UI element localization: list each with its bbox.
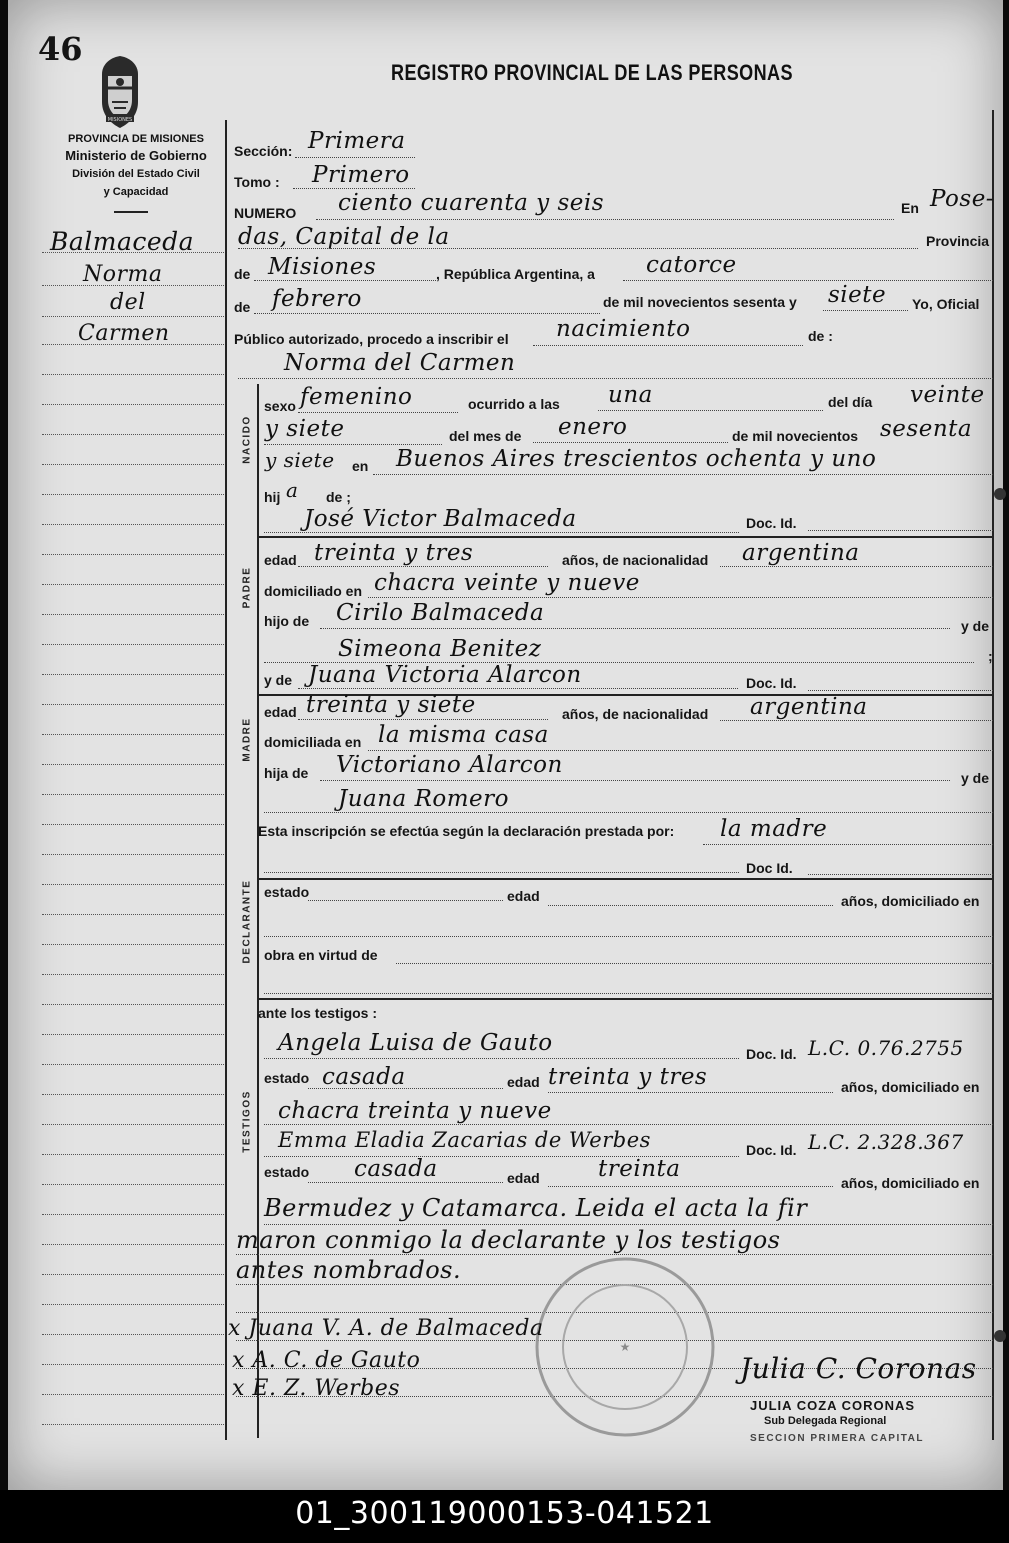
signature-official: Julia C. Coronas: [740, 1352, 977, 1385]
value-cierre2: antes nombrados.: [236, 1256, 462, 1284]
side-label-madre: MADRE: [241, 717, 253, 762]
label-decl-edad: edad: [507, 888, 540, 904]
label-madre-edad: edad: [264, 704, 297, 720]
label-de-mil-nov: de mil novecientos: [732, 428, 859, 444]
label-testigo2-estado: estado: [264, 1164, 310, 1180]
value-provincia: Misiones: [268, 254, 377, 280]
margin-name1: Norma: [83, 262, 163, 287]
label-yo-oficial: Yo, Oficial: [912, 296, 980, 312]
label-testigo2-doc: Doc. Id.: [746, 1142, 797, 1158]
label-inscripcion: Esta inscripción se efectúa según la declaración prestada por:: [258, 823, 675, 839]
value-testigo1-doc: L.C. 0.76.2755: [808, 1036, 964, 1060]
side-label-nacido: NACIDO: [241, 415, 253, 464]
label-de-mil: de mil novecientos sesenta y: [603, 294, 797, 310]
label-declarante-doc: Doc Id.: [746, 860, 793, 876]
label-ocurrido: ocurrido a las: [468, 396, 560, 412]
value-seccion: Primera: [308, 128, 406, 154]
value-dia-nac2: y siete: [265, 416, 345, 442]
header-province: PROVINCIA DE MISIONES: [68, 133, 204, 145]
margin-name3: Carmen: [78, 321, 170, 346]
value-anio-nac2: y siete: [265, 448, 335, 472]
value-testigo1-edad: treinta y tres: [548, 1064, 708, 1090]
label-de-2: de: [234, 299, 251, 315]
value-en-place1: Pose-: [930, 186, 995, 212]
label-testigo2-edad: edad: [507, 1170, 540, 1186]
page-number: 46: [38, 30, 83, 68]
label-madre-dom: domiciliada en: [264, 734, 362, 750]
label-padre-nac: años, de nacionalidad: [562, 552, 709, 568]
image-identifier: 01_300119000153-041521: [295, 1496, 714, 1531]
label-madre-y-de2: y de: [961, 770, 990, 786]
label-testigo1-estado: estado: [264, 1070, 310, 1086]
value-testigo2: Emma Eladia Zacarias de Werbes: [278, 1128, 651, 1152]
label-padre-edad: edad: [264, 552, 297, 568]
value-padre-edad: treinta y tres: [314, 540, 474, 566]
label-de-1: de: [234, 266, 251, 282]
label-numero: NUMERO: [234, 205, 297, 221]
label-sexo: sexo: [264, 398, 296, 414]
header-capacity: y Capacidad: [103, 186, 169, 198]
value-nombre: Norma del Carmen: [284, 350, 516, 376]
stamp-official-section: SECCION PRIMERA CAPITAL: [750, 1433, 924, 1444]
value-hora: una: [608, 382, 653, 408]
value-tomo: Primero: [312, 162, 410, 188]
value-testigo1-dom: chacra treinta y nueve: [278, 1098, 552, 1124]
signature-witness1: x A. C. de Gauto: [232, 1348, 421, 1373]
value-padre-dom: chacra veinte y nueve: [374, 570, 640, 596]
label-en-lugar: en: [352, 458, 369, 474]
value-cierre1: maron conmigo la declarante y los testigos: [236, 1226, 781, 1254]
label-hij-de: de ;: [326, 489, 351, 505]
coat-of-arms-icon: [90, 52, 150, 132]
label-padre-hijo-de: hijo de: [264, 613, 310, 629]
value-declarante: la madre: [720, 816, 828, 842]
label-testigo1-anios-dom: años, domiciliado en: [841, 1079, 980, 1095]
value-acto: nacimiento: [556, 316, 691, 342]
official-stamp-seal: [530, 1252, 720, 1442]
value-en-place2: das, Capital de la: [238, 224, 450, 250]
value-dia-nac: veinte: [910, 382, 985, 408]
label-decl-estado: estado: [264, 884, 310, 900]
side-label-declarante: DECLARANTE: [241, 879, 253, 964]
header-division: División del Estado Civil: [72, 168, 200, 180]
value-padre-hijo-de: Cirilo Balmaceda: [336, 600, 545, 626]
registry-page: [8, 0, 1003, 1490]
value-madre-hija-de: Victoriano Alarcon: [336, 752, 563, 778]
label-padre-y-de: y de: [961, 618, 990, 634]
svg-text:★: ★: [619, 1340, 631, 1354]
label-del-mes: del mes de: [449, 428, 522, 444]
label-tomo: Tomo :: [234, 174, 280, 190]
margin-name2: del: [110, 290, 146, 315]
label-semicolon: ;: [988, 648, 993, 664]
label-obra: obra en virtud de: [264, 947, 378, 963]
value-numero: ciento cuarenta y seis: [338, 190, 605, 216]
label-de-colon: de :: [808, 328, 833, 344]
value-hija-suffix: a: [286, 478, 299, 502]
label-en: En: [901, 200, 919, 216]
value-testigo2-edad: treinta: [598, 1156, 681, 1182]
value-testigo1: Angela Luisa de Gauto: [278, 1030, 553, 1056]
value-anio-nac: sesenta: [880, 416, 973, 442]
label-madre-y-de: y de: [264, 672, 293, 688]
stamp-official-title: Sub Delegada Regional: [764, 1415, 887, 1427]
footer-bar: [0, 1490, 1009, 1543]
value-testigo1-estado: casada: [322, 1064, 406, 1090]
signature-mother: x Juana V. A. de Balmaceda: [228, 1316, 544, 1341]
value-madre-edad: treinta y siete: [306, 692, 476, 718]
value-madre-nac: argentina: [750, 694, 868, 720]
side-label-testigos: TESTIGOS: [241, 1090, 253, 1153]
label-seccion: Sección:: [234, 143, 293, 159]
signature-witness2: x E. Z. Werbes: [232, 1376, 401, 1401]
label-madre-doc: Doc. Id.: [746, 675, 797, 691]
label-del-dia: del día: [828, 394, 873, 410]
header-ministry: Ministerio de Gobierno: [65, 148, 207, 163]
value-testigo2-estado: casada: [354, 1156, 438, 1182]
label-padre-dom: domiciliado en: [264, 583, 363, 599]
label-hij: hij: [264, 489, 281, 505]
stamp-official-name: JULIA COZA CORONAS: [750, 1398, 916, 1413]
label-provincia: Provincia: [926, 233, 990, 249]
value-madre-nombre: Juana Victoria Alarcon: [308, 662, 582, 688]
label-padre-doc: Doc. Id.: [746, 515, 797, 531]
svg-text:MISIONES: MISIONES: [107, 117, 133, 123]
value-padre-nac: argentina: [742, 540, 860, 566]
value-anio: siete: [828, 282, 887, 308]
label-decl-anios-dom: años, domiciliado en: [841, 893, 980, 909]
label-testigo1-doc: Doc. Id.: [746, 1046, 797, 1062]
value-padre-nombre: José Victor Balmaceda: [304, 506, 577, 532]
value-lugar-nac: Buenos Aires trescientos ochenta y uno: [396, 446, 877, 472]
label-ante-testigos: ante los testigos :: [258, 1005, 378, 1021]
margin-surname: Balmaceda: [50, 227, 195, 256]
value-sexo: femenino: [300, 384, 413, 410]
value-padre-hijo-de2: Simeona Benitez: [338, 636, 542, 662]
label-republica: , República Argentina, a: [436, 266, 595, 282]
value-testigo2-dom: Bermudez y Catamarca. Leida el acta la fir: [264, 1194, 808, 1222]
value-mes: febrero: [272, 286, 362, 312]
side-label-padre: PADRE: [241, 566, 253, 609]
value-testigo2-doc: L.C. 2.328.367: [808, 1130, 964, 1154]
label-madre-nac: años, de nacionalidad: [562, 706, 709, 722]
label-publico: Público autorizado, procedo a inscribir el: [234, 331, 509, 347]
label-madre-hija-de: hija de: [264, 765, 309, 781]
value-madre-hija-de2: Juana Romero: [338, 786, 510, 812]
value-dia: catorce: [646, 252, 737, 278]
value-madre-dom: la misma casa: [378, 722, 549, 748]
value-mes-nac: enero: [558, 414, 628, 440]
label-testigo2-anios-dom: años, domiciliado en: [841, 1175, 980, 1191]
label-testigo1-edad: edad: [507, 1074, 540, 1090]
page-title: REGISTRO PROVINCIAL DE LAS PERSONAS: [391, 60, 793, 85]
